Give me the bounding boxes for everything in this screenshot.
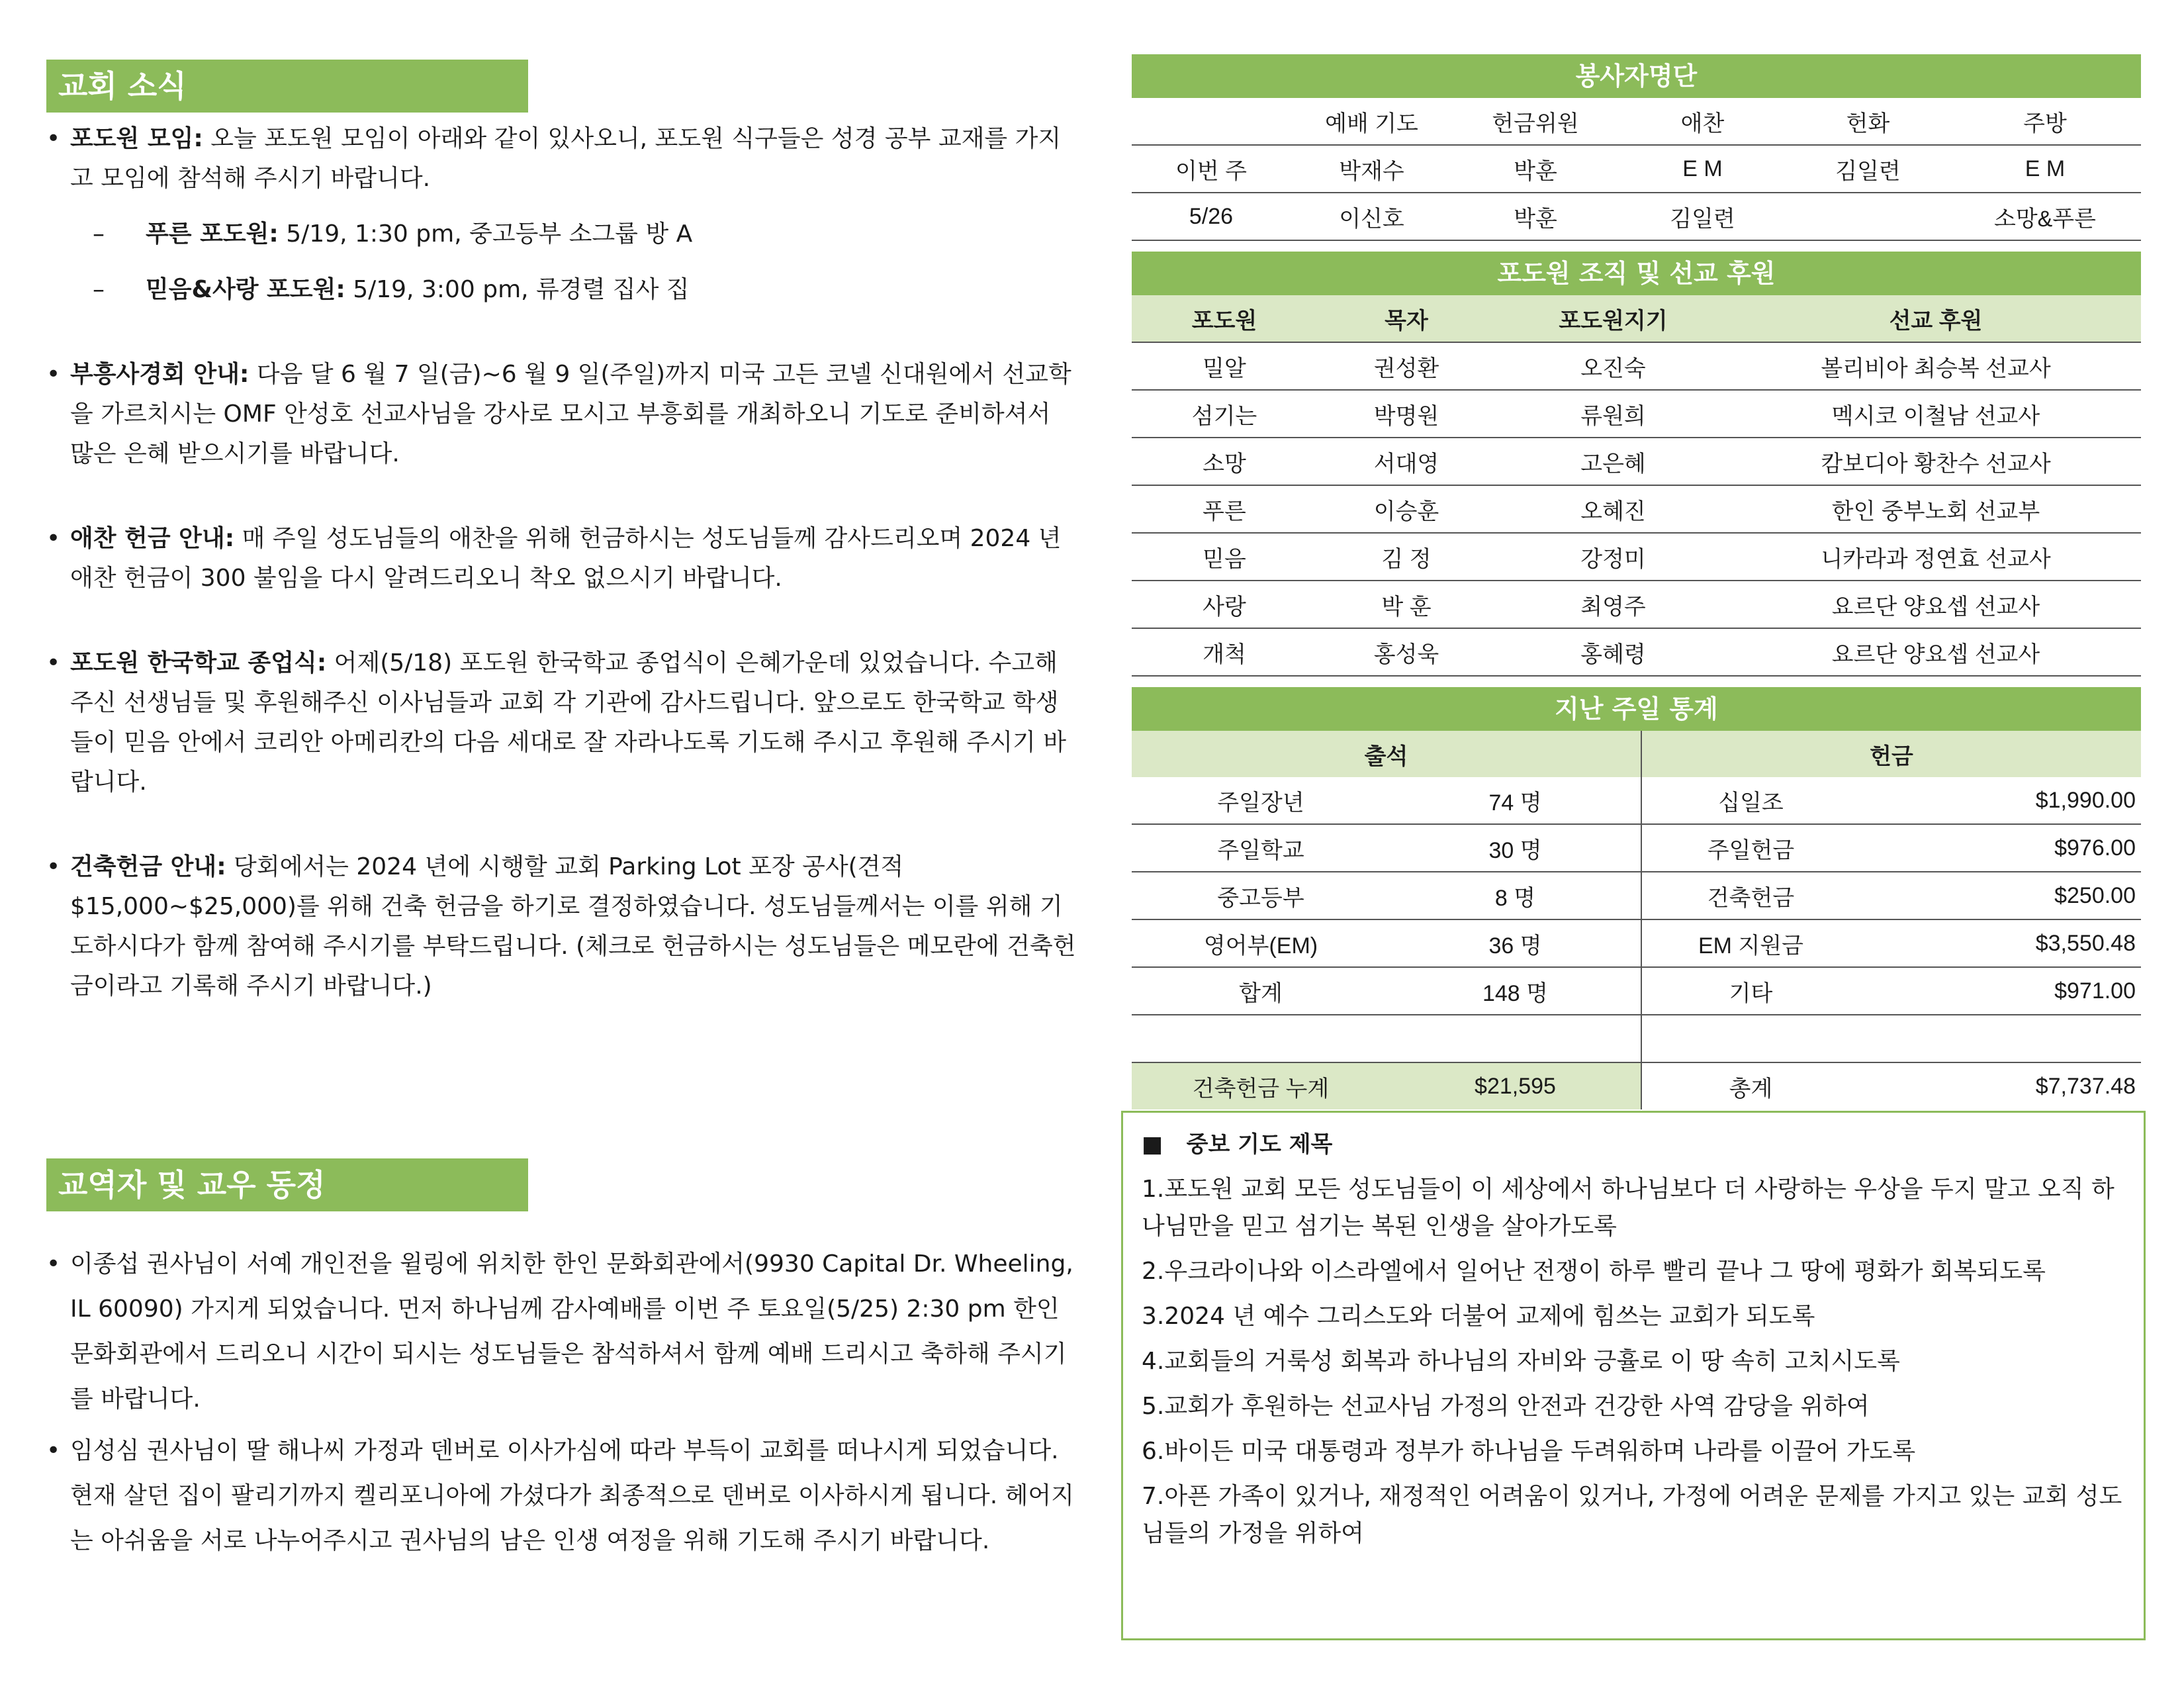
vineyard-table (1132, 295, 2141, 677)
prayer-item: 6.바이든 미국 대통령과 정부가 하나님을 두려워하며 나라를 이끌어 가도록 (1142, 1438, 1916, 1465)
table-cell: 합계 (1132, 967, 1390, 1015)
news-item-label: 부흥사경회 안내: (70, 361, 250, 388)
bullet-icon: • (46, 649, 61, 677)
table-row (1132, 824, 2141, 872)
table-cell: 볼리비아 최승복 선교사 (1731, 342, 2141, 390)
attendance-header: 출석 (1132, 731, 1641, 777)
table-cell: 니카라과 정연효 선교사 (1731, 533, 2141, 581)
table-cell: 최영주 (1496, 581, 1731, 628)
sub-item-label: 믿음&사랑 포도원: (146, 276, 345, 303)
table-cell: 섬기는 (1132, 390, 1317, 438)
news-item-vineyard-meeting (46, 119, 1079, 199)
table-cell: 이신호 (1291, 193, 1453, 240)
table-cell: 홍성욱 (1317, 628, 1496, 676)
staff-news-item (46, 1242, 1079, 1422)
table-header: 포도원지기 (1496, 295, 1731, 342)
bullet-icon: • (46, 361, 61, 388)
table-cell: 소망 (1132, 438, 1317, 485)
table-cell: 8 명 (1390, 872, 1641, 919)
table-cell: 김일련 (1618, 193, 1787, 240)
table-cell: 오혜진 (1496, 485, 1731, 533)
table-cell: 건축헌금 (1641, 872, 1860, 919)
table-row (1132, 581, 2141, 628)
bullet-icon: • (46, 853, 61, 880)
table-cell: $971.00 (1860, 967, 2141, 1015)
table-cell: 148 명 (1390, 967, 1641, 1015)
news-item-label: 포도원 모임: (70, 125, 203, 152)
building-total-value: $21,595 (1390, 1062, 1641, 1109)
table-cell: 이번 주 (1132, 145, 1291, 193)
table-row (1132, 342, 2141, 390)
table-cell: 캄보디아 황찬수 선교사 (1731, 438, 2141, 485)
table-cell (1132, 1015, 1390, 1062)
prayer-item: 3.2024 년 예수 그리스도와 더불어 교제에 힘쓰는 교회가 되도록 (1142, 1303, 1815, 1330)
table-cell: EM 지원금 (1641, 919, 1860, 967)
prayer-title: 중보 기도 제목 (1186, 1131, 1333, 1158)
table-header: 예배 기도 (1291, 98, 1453, 145)
table-row (1132, 438, 2141, 485)
table-row (1132, 731, 2141, 777)
table-cell: 영어부(EM) (1132, 919, 1390, 967)
table-cell: $976.00 (1860, 824, 2141, 872)
right-column (1132, 54, 2141, 1109)
staff-news-text: 이종섭 권사님이 서예 개인전을 윌링에 위치한 한인 문화회관에서(9930 Capital Dr. Wheeling, IL 60090) 가지게 되었습니다. 먼저 하나님께 감사예배를 이번 주 토요일(5/25) 2:30 pm 한인 문화회관에서 드리오니 시간이 되시는 성도님들은 참석하셔서 함께 예배 드리시고 축하해 주시기를 바랍니다. (70, 1250, 1073, 1413)
table-cell: 이승훈 (1317, 485, 1496, 533)
table-row (1132, 145, 2141, 193)
table-cell: 김일련 (1787, 145, 1949, 193)
table-row (1132, 872, 2141, 919)
table-row (1132, 777, 2141, 824)
bullet-icon: • (46, 1250, 61, 1278)
table-cell: $250.00 (1860, 872, 2141, 919)
left-column (46, 60, 1079, 1564)
table-header (1132, 98, 1291, 145)
prayer-item: 2.우크라이나와 이스라엘에서 일어난 전쟁이 하루 빨리 끝나 그 땅에 평화가 회복되도록 (1142, 1258, 2046, 1285)
table-cell: 주일헌금 (1641, 824, 1860, 872)
dash-icon: – (93, 276, 105, 303)
table-cell: 고은혜 (1496, 438, 1731, 485)
table-row (1132, 967, 2141, 1015)
offering-total-label: 총계 (1729, 1076, 1773, 1102)
table-row (1132, 1062, 2141, 1109)
table-cell: 박재수 (1291, 145, 1453, 193)
table-header: 포도원 (1132, 295, 1317, 342)
table-cell (1787, 193, 1949, 240)
news-item-text: 매 주일 성도님들의 애찬을 위해 헌금하시는 성도님들께 감사드리오며 2024 년 애찬 헌금이 300 불임을 다시 알려드리오니 착오 없으시기 바랍니다. (70, 525, 1062, 592)
table-cell (1641, 1015, 1860, 1062)
prayer-title-row (1142, 1126, 2125, 1163)
table-cell: 믿음 (1132, 533, 1317, 581)
table-cell: 30 명 (1390, 824, 1641, 872)
news-item-text: 다음 달 6 월 7 일(금)~6 월 9 일(주일)까지 미국 고든 코넬 신대원에서 선교학을 가르치시는 OMF 안성호 선교사님을 강사로 모시고 부흥회를 개최하오니 기도로 준비하셔서 많은 은혜 받으시기를 바랍니다. (70, 361, 1071, 467)
bullet-icon: • (46, 1437, 61, 1464)
table-cell: 오진숙 (1496, 342, 1731, 390)
table-cell: 박훈 (1453, 193, 1618, 240)
table-row (1132, 628, 2141, 676)
news-item-label: 포도원 한국학교 종업식: (70, 649, 327, 677)
table-cell: 푸른 (1132, 485, 1317, 533)
table-cell: $3,550.48 (1860, 919, 2141, 967)
offering-total-value: $7,737.48 (2035, 1073, 2136, 1099)
prayer-item: 5.교회가 후원하는 선교사님 가정의 안전과 건강한 사역 감당을 위하여 (1142, 1393, 1870, 1420)
table-cell: 밀알 (1132, 342, 1317, 390)
dash-icon: – (93, 220, 105, 248)
table-cell: E M (1618, 145, 1787, 193)
table-cell: 강정미 (1496, 533, 1731, 581)
vineyard-title: 포도원 조직 및 선교 후원 (1132, 252, 2141, 295)
square-icon: ■ (1142, 1131, 1163, 1158)
table-row (1132, 1015, 2141, 1062)
table-header: 헌화 (1787, 98, 1949, 145)
table-row (1132, 390, 2141, 438)
sub-item-green-vineyard (46, 214, 1079, 254)
table-header: 주방 (1949, 98, 2141, 145)
table-cell: 주일장년 (1132, 777, 1390, 824)
table-cell: $1,990.00 (1860, 777, 2141, 824)
prayer-box (1121, 1111, 2146, 1640)
table-cell: 중고등부 (1132, 872, 1390, 919)
table-header: 선교 후원 (1731, 295, 2141, 342)
prayer-item: 7.아픈 가족이 있거나, 재정적인 어려움이 있거나, 가정에 어려운 문제를 가지고 있는 교회 성도님들의 가정을 위하여 (1142, 1483, 2122, 1547)
table-cell: 박훈 (1453, 145, 1618, 193)
table-cell: 5/26 (1132, 193, 1291, 240)
table-cell: 홍혜령 (1496, 628, 1731, 676)
table-row (1132, 295, 2141, 342)
table-cell (1390, 1015, 1641, 1062)
offering-header: 헌금 (1641, 731, 2141, 777)
sub-item-faith-love-vineyard (46, 270, 1079, 310)
table-cell: 박 훈 (1317, 581, 1496, 628)
news-item-label: 건축헌금 안내: (70, 853, 226, 880)
table-cell: 박명원 (1317, 390, 1496, 438)
news-item-text: 어제(5/18) 포도원 한국학교 종업식이 은혜가운데 있었습니다. 수고해주신 선생님들 및 후원해주신 이사님들과 교회 각 기관에 감사드립니다. 앞으로도 한국학교 학생들이 믿음 안에서 코리안 아메리칸의 다음 세대로 잘 자라나도록 기도해 주시고 후원해 주시기 바랍니다. (70, 649, 1067, 796)
sub-item-text: 5/19, 1:30 pm, 중고등부 소그룹 방 A (278, 220, 693, 248)
stats-title: 지난 주일 통계 (1132, 687, 2141, 731)
news-item-revival (46, 355, 1079, 474)
stats-table (1132, 731, 2141, 1109)
bullet-icon: • (46, 125, 61, 152)
news-item-building-fund (46, 847, 1079, 1006)
sub-item-label: 푸른 포도원: (146, 220, 279, 248)
table-cell: 개척 (1132, 628, 1317, 676)
table-cell: 주일학교 (1132, 824, 1390, 872)
table-row (1132, 919, 2141, 967)
table-row (1132, 98, 2141, 145)
bullet-icon: • (46, 525, 61, 552)
table-cell: 요르단 양요셉 선교사 (1731, 628, 2141, 676)
staff-news-text: 임성심 권사님이 딸 해나씨 가정과 덴버로 이사가심에 따라 부득이 교회를 떠나시게 되었습니다. 현재 살던 집이 팔리기까지 켈리포니아에 가셨다가 최종적으로 덴버로 이사하시게 됩니다. 헤어지는 아쉬움을 서로 나누어주시고 권사님의 남은 인생 여정을 위해 기도해 주시기 바랍니다. (70, 1437, 1074, 1554)
table-cell: 기타 (1641, 967, 1860, 1015)
table-cell: 권성환 (1317, 342, 1496, 390)
table-cell: 요르단 양요셉 선교사 (1731, 581, 2141, 628)
table-header: 목자 (1317, 295, 1496, 342)
table-cell: 멕시코 이철남 선교사 (1731, 390, 2141, 438)
church-news-header: 교회 소식 (46, 60, 528, 113)
table-row (1132, 485, 2141, 533)
news-item-text: 오늘 포도원 모임이 아래와 같이 있사오니, 포도원 식구들은 성경 공부 교재를 가지고 모임에 참석해 주시기 바랍니다. (70, 125, 1062, 192)
volunteers-table (1132, 98, 2141, 241)
table-cell: 십일조 (1641, 777, 1860, 824)
news-item-text: 당회에서는 2024 년에 시행할 교회 Parking Lot 포장 공사(견적 $15,000~$25,000)를 위해 건축 헌금을 하기로 결정하였습니다. 성도님들께서는 이를 위해 기도하시다가 함께 참여해 주시기를 부탁드립니다. (체크로 헌금하시는 성도님들은 메모란에 건축헌금이라고 기록해 주시기 바랍니다.) (70, 853, 1076, 1000)
staff-news-header: 교역자 및 교우 동정 (46, 1158, 528, 1211)
table-cell: 한인 중부노회 선교부 (1731, 485, 2141, 533)
table-cell: 74 명 (1390, 777, 1641, 824)
news-item-korean-school (46, 643, 1079, 802)
news-item-fellowship-offering (46, 519, 1079, 598)
volunteers-title: 봉사자명단 (1132, 54, 2141, 98)
staff-news-item (46, 1429, 1079, 1564)
prayer-item: 1.포도원 교회 모든 성도님들이 이 세상에서 하나님보다 더 사랑하는 우상을 두지 말고 오직 하나님만을 믿고 섬기는 복된 인생을 살아가도록 (1142, 1176, 2115, 1240)
table-cell (1860, 1015, 2141, 1062)
table-cell: E M (1949, 145, 2141, 193)
sub-item-text: 5/19, 3:00 pm, 류경렬 집사 집 (345, 276, 690, 303)
table-header: 애찬 (1618, 98, 1787, 145)
building-total-label: 건축헌금 누계 (1132, 1062, 1390, 1109)
table-row (1132, 533, 2141, 581)
table-cell: 소망&푸른 (1949, 193, 2141, 240)
table-cell: 김 정 (1317, 533, 1496, 581)
table-cell: 36 명 (1390, 919, 1641, 967)
table-header: 헌금위원 (1453, 98, 1618, 145)
table-row (1132, 193, 2141, 240)
news-item-label: 애찬 헌금 안내: (70, 525, 235, 552)
prayer-item: 4.교회들의 거룩성 회복과 하나님의 자비와 긍휼로 이 땅 속히 고치시도록 (1142, 1348, 1900, 1375)
table-cell: 류원희 (1496, 390, 1731, 438)
table-cell: 사랑 (1132, 581, 1317, 628)
table-cell: 서대영 (1317, 438, 1496, 485)
